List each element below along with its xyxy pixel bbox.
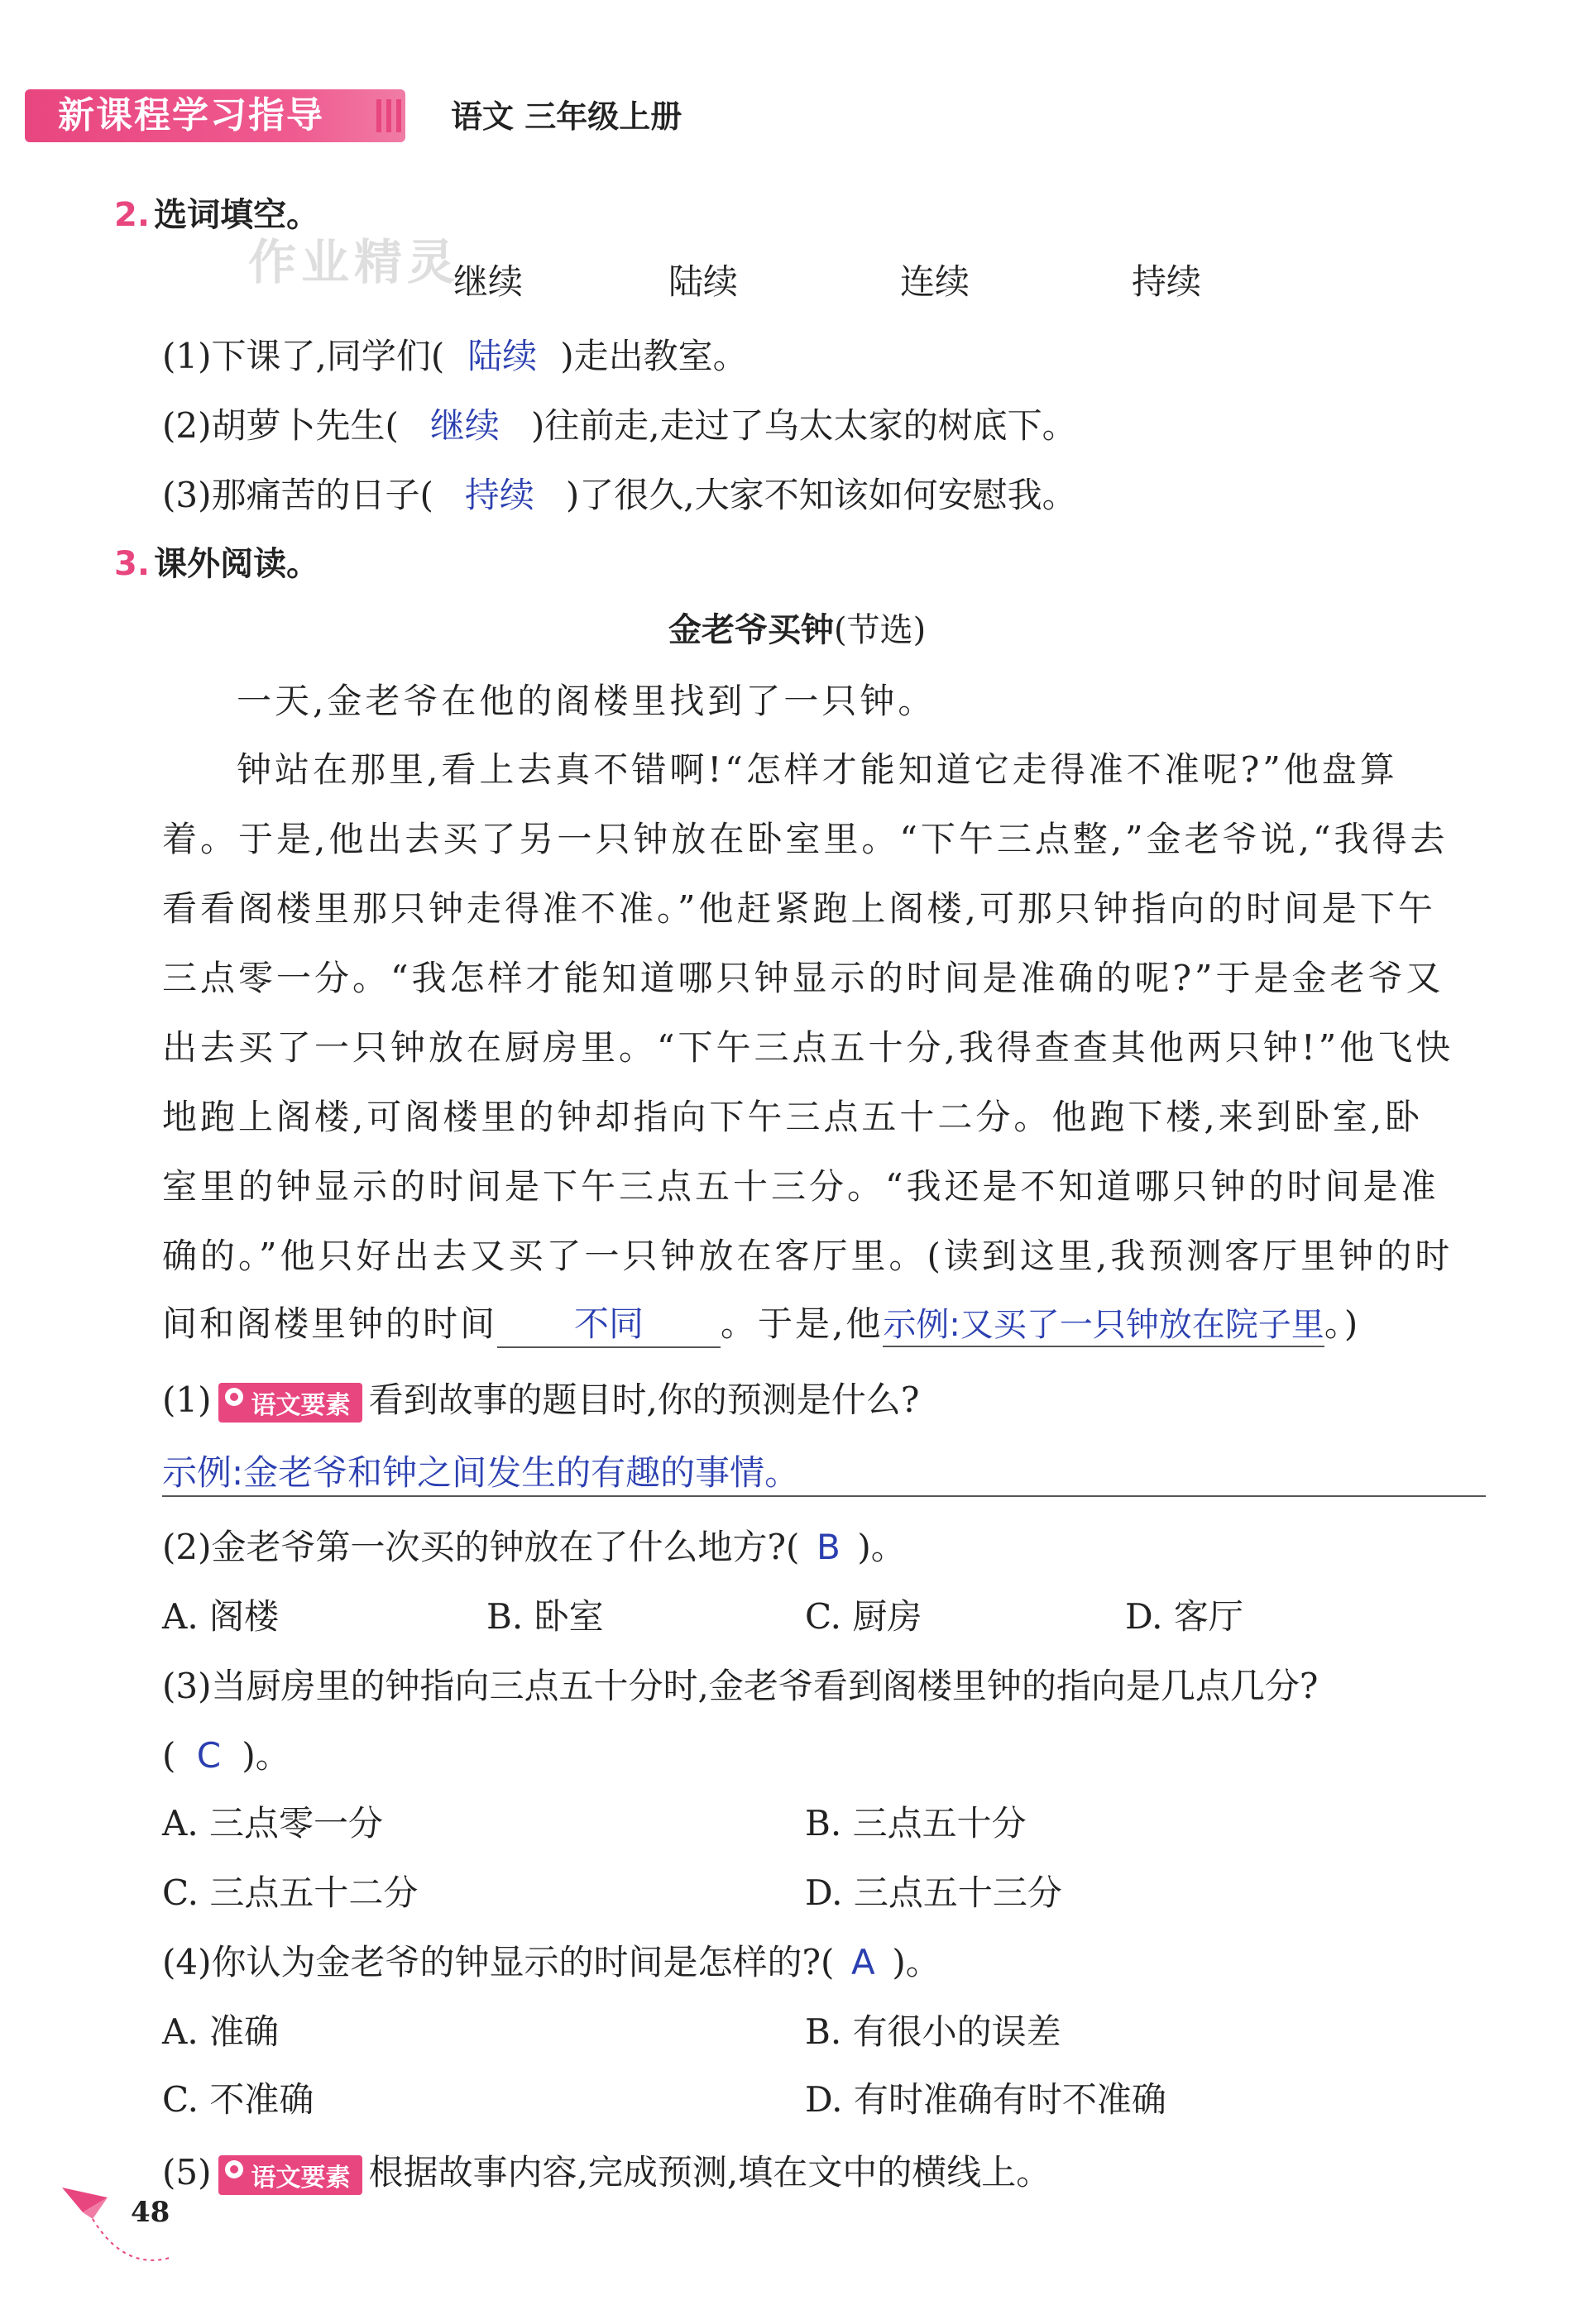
prediction-blank-2[interactable]: 示例:又买了一只钟放在院子里 bbox=[883, 1298, 1324, 1347]
q2-item-2-answer: 继续 bbox=[429, 405, 500, 446]
q2-item-1 bbox=[162, 329, 748, 379]
sub2-option-b: B. 卧室 bbox=[486, 1596, 604, 1637]
sub3-paren-close: )。 bbox=[242, 1735, 290, 1776]
language-element-badge-5 bbox=[218, 2155, 362, 2195]
story-line-9-pre: 间和阁楼里钟的时间 bbox=[162, 1303, 498, 1344]
q2-item-3-pre: (3)那痛苦的日子( bbox=[162, 475, 433, 515]
sub3-answer-paren bbox=[162, 1729, 290, 1778]
badge-label: 语文要素 bbox=[251, 2164, 351, 2192]
q3-number: 3. bbox=[114, 545, 151, 583]
sub-question-4 bbox=[162, 1935, 941, 1985]
sub4-answer: A bbox=[851, 1942, 875, 1982]
sub3-option-d: D. 三点五十三分 bbox=[805, 1872, 1062, 1913]
sub5-text: 根据故事内容,完成预测,填在文中的横线上。 bbox=[368, 2152, 1051, 2192]
sub3-paren-open: ( bbox=[162, 1735, 176, 1776]
story-line-2: 着。于是,他出去买了另一只钟放在卧室里。“下午三点整,”金老爷说,“我得去 bbox=[162, 819, 1449, 859]
story-line-9 bbox=[162, 1297, 1360, 1348]
sub1-answer: 示例:金老爷和钟之间发生的有趣的事情。 bbox=[162, 1452, 800, 1493]
story-line-1: 钟站在那里,看上去真不错啊!“怎样才能知道它走得准不准呢?”他盘算 bbox=[237, 749, 1398, 790]
language-element-badge-1 bbox=[218, 1383, 362, 1423]
sub2-answer: B bbox=[816, 1527, 840, 1567]
q3-title: 课外阅读。 bbox=[154, 545, 320, 583]
story-title bbox=[668, 604, 926, 651]
q3-heading bbox=[114, 538, 319, 585]
q2-title: 选词填空。 bbox=[154, 196, 320, 234]
q2-item-1-answer: 陆续 bbox=[467, 336, 538, 376]
q2-item-2-pre: (2)胡萝卜先生( bbox=[162, 405, 399, 446]
series-brand-banner: 新课程学习指导 bbox=[25, 89, 405, 142]
story-line-6: 地跑上阁楼,可阁楼里的钟却指向下午三点五十二分。他跑下楼,来到卧室,卧 bbox=[162, 1097, 1424, 1137]
word-choice-2: 陆续 bbox=[668, 261, 739, 302]
prediction-blank-1[interactable]: 不同 bbox=[497, 1297, 721, 1348]
sub-question-5 bbox=[162, 2145, 1051, 2195]
q2-item-1-post: )走出教室。 bbox=[560, 336, 748, 376]
sub4-post: )。 bbox=[892, 1942, 941, 1982]
q2-heading bbox=[114, 189, 319, 236]
brand-decor-bars bbox=[376, 99, 406, 136]
story-line-8: 确的。”他只好出去又买了一只钟放在客厅里。(读到这里,我预测客厅里钟的时 bbox=[162, 1236, 1454, 1276]
story-line-3: 看看阁楼里那只钟走得准不准。”他赶紧跑上阁楼,可那只钟指向的时间是下午 bbox=[162, 888, 1436, 929]
sub-question-2 bbox=[162, 1520, 906, 1570]
q2-item-3 bbox=[162, 468, 1077, 518]
word-choice-3: 连续 bbox=[900, 261, 970, 302]
word-choice-4: 持续 bbox=[1132, 261, 1202, 302]
story-line-7: 室里的钟显示的时间是下午三点五十三分。“我还是不知道哪只钟的时间是准 bbox=[162, 1166, 1439, 1207]
story-line-4: 三点零一分。“我怎样才能知道哪只钟显示的时间是准确的呢?”于是金老爷又 bbox=[162, 958, 1444, 998]
q2-item-2 bbox=[162, 399, 1077, 448]
sub4-text: (4)你认为金老爷的钟显示的时间是怎样的?( bbox=[162, 1942, 835, 1982]
subject-grade-label: 语文 三年级上册 bbox=[451, 98, 682, 135]
q2-item-3-answer: 持续 bbox=[464, 475, 534, 515]
sub4-option-a: A. 准确 bbox=[162, 2011, 280, 2052]
paper-plane-icon bbox=[58, 2179, 174, 2279]
q2-item-3-post: )了很久,大家不知该如何安慰我。 bbox=[565, 475, 1077, 515]
pin-icon bbox=[225, 2160, 243, 2178]
sub4-option-d: D. 有时准确有时不准确 bbox=[805, 2079, 1166, 2120]
sub2-option-d: D. 客厅 bbox=[1125, 1596, 1243, 1637]
q2-item-2-post: )往前走,走过了乌太太家的树底下。 bbox=[530, 405, 1077, 446]
sub3-option-c: C. 三点五十二分 bbox=[162, 1872, 419, 1913]
story-title-note: (节选) bbox=[834, 611, 927, 649]
sub4-option-b: B. 有很小的误差 bbox=[805, 2011, 1061, 2052]
word-choice-1: 继续 bbox=[453, 261, 524, 302]
sub-question-3: (3)当厨房里的钟指向三点五十分时,金老爷看到阁楼里钟的指向是几点几分? bbox=[162, 1666, 1319, 1706]
q2-number: 2. bbox=[114, 196, 151, 234]
pin-icon bbox=[225, 1388, 243, 1406]
q2-item-1-pre: (1)下课了,同学们( bbox=[162, 336, 445, 376]
sub3-option-b: B. 三点五十分 bbox=[805, 1803, 1027, 1843]
sub1-answer-line[interactable] bbox=[162, 1446, 1486, 1497]
sub2-option-a: A. 阁楼 bbox=[162, 1596, 280, 1637]
story-paragraph-1: 一天,金老爷在他的阁楼里找到了一只钟。 bbox=[237, 681, 936, 721]
badge-label: 语文要素 bbox=[251, 1391, 351, 1420]
sub1-text: 看到故事的题目时,你的预测是什么? bbox=[368, 1380, 920, 1420]
page-number: 48 bbox=[131, 2196, 170, 2229]
sub1-number: (1) bbox=[162, 1380, 212, 1420]
story-title-text: 金老爷买钟 bbox=[668, 611, 834, 649]
sub3-answer: C bbox=[196, 1735, 222, 1776]
story-line-5: 出去买了一只钟放在厨房里。“下午三点五十分,我得查查其他两只钟!”他飞快 bbox=[162, 1027, 1454, 1068]
watermark: 作业精灵 bbox=[248, 234, 461, 290]
sub4-option-c: C. 不准确 bbox=[162, 2079, 314, 2120]
sub2-option-c: C. 厨房 bbox=[805, 1596, 922, 1637]
sub5-number: (5) bbox=[162, 2152, 212, 2192]
sub2-text: (2)金老爷第一次买的钟放在了什么地方?( bbox=[162, 1527, 800, 1567]
sub2-post: )。 bbox=[857, 1527, 906, 1567]
sub3-option-a: A. 三点零一分 bbox=[162, 1803, 384, 1843]
story-line-9-post: 。) bbox=[1324, 1303, 1361, 1344]
sub-question-1 bbox=[162, 1373, 919, 1423]
story-line-9-mid: 。于是,他 bbox=[721, 1303, 884, 1344]
